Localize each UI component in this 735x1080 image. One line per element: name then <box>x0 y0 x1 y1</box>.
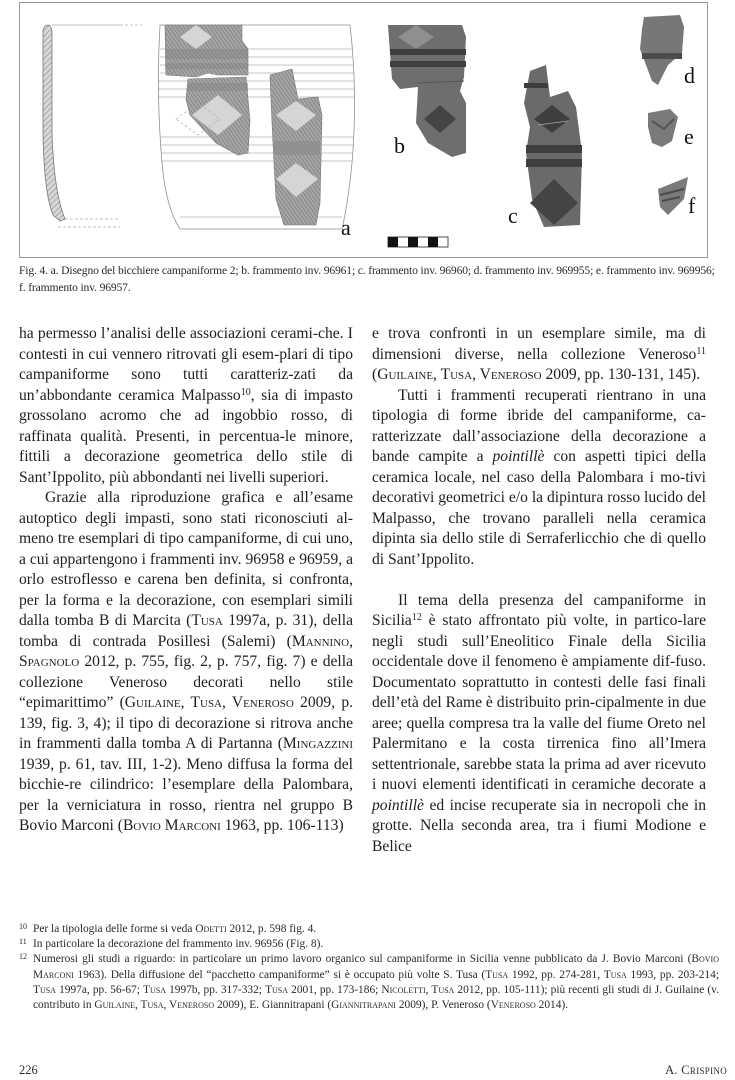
page-number: 226 <box>19 1063 38 1077</box>
label-d: d <box>684 63 695 88</box>
vessel-profile-drawing <box>43 25 142 227</box>
body-column-right <box>372 324 706 857</box>
figure-4 <box>19 2 708 258</box>
paragraph: Grazie alla riproduzione grafica e all’esame autoptico degli impasti, sono stati riconosciuti al-meno tre esemplari di tipo campaniforme, di cui uno, a cui appartengono i frammenti inv. 96958 e 96959, a orlo estroflesso e carena ben definita, si confronta, per la forma e la decorazione, con esemplari simili dalla tomba B di Marcita (Tusa 1997a, p. 31), della tomba di contrada Posillesi (Salemi) (Mannino, Spagnolo 2012, p. 755, fig. 2, p. 757, fig. 7) e della collezione Veneroso decorati nello stile “epimarittimo” (Guilaine, Tusa, Veneroso 2009, p. 139, fig. 3, 4); il tipo di decorazione si ritrova anche in frammenti dalla tomba A di Partanna (Mingazzini 1939, p. 61, tav. III, 1-2). Meno diffusa la forma del bicchie-re cilindrico: l’esemplare della Palombara, per la verniciatura in rosso, rientra nel gruppo B Bovio Marconi (Bovio Marconi 1963, pp. 106-113) <box>19 489 354 834</box>
footnotes <box>19 922 719 1013</box>
fragment-d-photo <box>640 15 695 88</box>
paragraph: Il tema della presenza del campaniforme in Sicilia$^{12}$ è stato affrontato più volte, in partico-lare negli studi sull’Eneolitico Finale della Sicilia occidentale dove il fenomeno è ampiamente dif-fuso. Documentato soprattutto in contesti delle fasi finali dell’età del Rame è distribuito prin-cipalmente in due aree; quella compresa tra la valle del fiume Oreto nel Palermitano e la costa tirrenica fino all’Imera settentrionale, sarebbe stata la prima ad aver ricevuto i nuovi elementi identificati in ceramiche decorate a pointillè ed incise recuperate sia in necropoli che in grotte. Nella seconda area, tra i fiumi Modione e Belice <box>372 591 706 855</box>
citation-author: Mingazzini <box>282 735 353 752</box>
footnote-ref-12[interactable]: 12 <box>411 612 422 623</box>
label-e: e <box>684 124 694 149</box>
footnote-12: 12 Numerosi gli studi a riguardo: in particolare un primo lavoro organico sul campaniforme in Sicilia venne pubblicato da J. Bovio Marconi (Bovio Marconi 1963). Della diffusione del “pacchetto campaniforme” si è occupato più volte S. Tusa (Tusa 1992, pp. 274-281, Tusa 1993, pp. 203-214; Tusa 1997a, pp. 56-67; Tusa 1997b, pp. 317-332; Tusa 2001, pp. 173-186; Nicoletti, Tusa 2012, pp. 105-111); più recenti gli studi di J. Guilaine (v. contributo in Guilaine, Tusa, Veneroso 2009), E. Giannitrapani (Giannitrapani 2009), P. Veneroso (Veneroso 2014). <box>19 952 719 1012</box>
fragment-c-photo <box>508 65 582 228</box>
body-column-left <box>19 324 353 837</box>
footnote-ref-10[interactable]: 10 <box>240 386 251 398</box>
footnote-ref-11[interactable]: 11 <box>696 345 706 357</box>
fragment-f-photo <box>658 177 696 218</box>
label-f: f <box>688 193 696 218</box>
pottery-illustration <box>20 3 709 259</box>
citation-author: Mannino, Spagnolo <box>19 632 353 670</box>
citation-author: Tusa <box>191 612 223 629</box>
figure-caption: Fig. 4. a. Disegno del bicchiere campaniforme 2; b. frammento inv. 96961; c. frammento inv. 96960; d. frammento inv. 969955; e. frammento inv. 969956; f. frammento inv. 96957. <box>19 264 715 294</box>
paragraph: Tutti i frammenti recuperati rientrano in una tipologia di forme ibride del campaniforme, ca-ratterizzate dall’associazione della decorazione a bande campite a pointillè con aspetti tipici della ceramica locale, nel caso della Palombara i mo-tivi decorativi geometrici e/o la dipintura rosso lucido del Malpasso, che trovano paralleli nella ceramica dipinta sia dello stile di Serraferlicchio che di quello di Sant’Ippolito. <box>372 386 706 568</box>
citation-author: Guilaine, Tusa, Veneroso <box>124 694 294 711</box>
footnote-11: 11 In particolare la decorazione del frammento inv. 96956 (Fig. 8). <box>19 937 324 951</box>
label-a: a <box>341 215 351 240</box>
vessel-a-drawing <box>158 25 354 240</box>
scale-bar <box>388 237 448 247</box>
label-c: c <box>508 203 518 228</box>
fragment-e-photo <box>648 109 694 149</box>
footnote-10: 10 Per la tipologia delle forme si veda Odetti 2012, p. 598 fig. 4. <box>19 922 317 935</box>
paragraph: e trova confronti in un esemplare simile, ma di dimensioni diverse, nella collezione Veneroso$^{11}$ (Guilaine, Tusa, Veneroso 2009, pp. 130-131, 145). <box>372 325 706 383</box>
running-author: A. Crispino <box>665 1063 727 1077</box>
citation-author: Bovio Marconi <box>122 817 221 834</box>
citation-author: Guilaine, Tusa, Veneroso <box>377 366 542 383</box>
fragment-b-photo <box>388 25 466 158</box>
paragraph: ha permesso l’analisi delle associazioni cerami-che. I contesti in cui vennero ritrovati gli esem-plari di tipo campaniforme sono tutti caratteriz-zati da un’abbondante ceramica Malpasso$^{10}$, sia di impasto grossolano acromo che ad ingobbio rosso, di raffinata qualità. Presenti, in percentua-le minore, fittili a decorazione geometrica dello stile di Sant’Ippolito, più abbondanti nei livelli superiori. <box>19 325 353 486</box>
label-b: b <box>394 133 405 158</box>
